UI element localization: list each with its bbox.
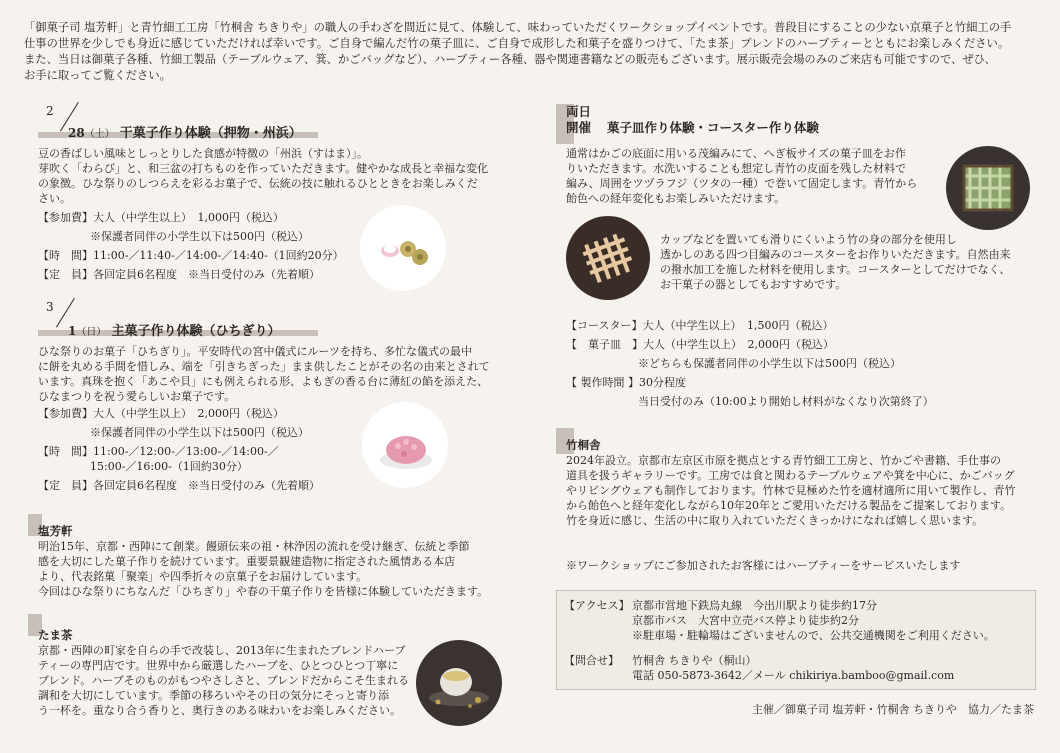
event2-desc — [38, 344, 508, 404]
desc-line: お干菓子の器としてもおすすめです。 — [660, 278, 847, 291]
event2-title: 主菓子作り体験（ひちぎり） — [111, 324, 281, 339]
event1-day: 28 — [68, 126, 85, 140]
access-info — [564, 598, 1030, 683]
desc-line: さい。 — [38, 192, 71, 205]
event2-header — [24, 300, 524, 340]
intro-line: 「御菓子司 塩芳軒」と青竹細工工房「竹桐舎 ちきりや」の職人の手わざを間近に見て、体験して、味わっていただくワークショップイベントです。普段目にすることの少ない京菓子と竹細工の手 — [24, 21, 1012, 34]
fee-label: 【参加費】 — [38, 211, 93, 224]
bamboo-coaster-photo — [566, 216, 650, 300]
herb-tea-note: ※ワークショップにご参加されたお客様にはハーブティーをサービスいたします — [566, 559, 961, 572]
bamboo-dish-photo — [946, 146, 1030, 230]
desc-line: 京都・西陣の町家を自らの手で改装し、2013年に生まれたブレンドハーブ — [38, 644, 406, 657]
fee-label: 【参加費】 — [38, 407, 93, 420]
desc-line: 調和を大切にしています。季節の移ろいやその日の気分にそっと寄り添 — [38, 689, 390, 702]
capacity-value: 各回定員6名程度 ※当日受付のみ（先着順） — [93, 479, 320, 492]
reception-note: 当日受付のみ（10:00より開始し材料がなくなり次第終了） — [638, 395, 934, 408]
intro-text — [24, 20, 1036, 84]
event3-title: 菓子皿作り体験・コースター作り体験 — [607, 120, 819, 135]
time-value-2: 15:00-／16:00-（1回約30分） — [90, 460, 248, 473]
desc-line: 道具を扱うギャラリーです。工房では食と関わるテーブルウェアや箕を中心に、かごバッグ — [566, 469, 1015, 482]
desc-line: 通常はかごの底面に用いる茂編みにて、へぎ板サイズの菓子皿をお作 — [566, 147, 906, 160]
event1-header — [24, 104, 524, 144]
time-label: 【時 間】 — [38, 249, 93, 262]
event1-month: 2 — [46, 104, 54, 118]
desc-line: います。真珠を抱く「あこや貝」にも例えられる形、よもぎの香る台に薄紅の餡を添えた、 — [38, 375, 489, 388]
event3-open: 開催 — [566, 120, 592, 135]
coaster-label: 【コースター】 — [566, 319, 643, 332]
access-line: 京都市営地下鉄烏丸線 今出川駅より徒歩約17分 — [632, 599, 877, 612]
fee-value: 大人（中学生以上） 2,000円（税込） — [93, 407, 284, 420]
desc-line: ブレンド。ハーブそのものがもつやさしさと、ブレンドだからこそ生まれる — [38, 674, 410, 687]
tamacha-desc — [38, 643, 418, 718]
fee-note: ※保護者同伴の小学生以下は500円（税込） — [90, 230, 309, 243]
contact-line: 竹桐舎 ちきりや（桐山） — [632, 654, 757, 667]
event1-title: 干菓子作り体験（押物・州浜） — [119, 126, 302, 141]
desc-line: 今回はひな祭りにちなんだ「ひちぎり」や春の干菓子作りを皆様に体験していただきます。 — [38, 585, 489, 598]
desc-line: 2024年設立。京都市左京区市原を拠点とする青竹細工工房と、竹かごや書籍、手仕事の — [566, 454, 1001, 467]
chikiriya-desc — [566, 453, 1036, 528]
event1-desc — [38, 146, 508, 206]
higashi-sweets-photo — [360, 205, 446, 291]
desc-line: ひな祭りのお菓子「ひちぎり」。平安時代の宮中儀式にルーツを持ち、多忙な儀式の最中 — [38, 345, 473, 358]
event2-details — [38, 406, 368, 493]
event1-details — [38, 210, 368, 282]
child-fee-note: ※どちらも保護者同伴の小学生以下は500円（税込） — [638, 357, 901, 370]
contact-label: 【問合せ】 — [564, 654, 619, 667]
time-label: 【時 間】 — [38, 445, 93, 458]
hichigiri-sweet-photo — [362, 402, 448, 488]
desc-line: より、代表銘菓「聚楽」や四季折々の京菓子をお届けしています。 — [38, 570, 368, 583]
desc-line: う一杯を。重なり合う香りと、奥行きのある味わいをお楽しみください。 — [38, 704, 401, 717]
desc-line: ひなまつりを祝う愛らしいお菓子です。 — [38, 390, 236, 403]
desc-line: 編み、周囲をツヅラフジ（ツタの一種）で巻いて固定します。青竹から — [566, 177, 918, 190]
time-value: 11:00-／12:00-／13:00-／14:00-／ — [93, 445, 279, 458]
time-value: 11:00-／11:40-／14:00-／14:40-（1回約20分） — [93, 249, 344, 262]
desc-line: 明治15年、京都・西陣にて創業。饅頭伝来の祖・林浄因の流れを受け継ぎ、伝統と季節 — [38, 540, 470, 553]
tamacha-title: たま茶 — [38, 628, 73, 642]
fee-value: 大人（中学生以上） 1,000円（税込） — [93, 211, 284, 224]
coaster-fee: 大人（中学生以上） 1,500円（税込） — [642, 319, 834, 332]
intro-line: また、当日は御菓子各種、竹細工製品（テーブルウェア、箕、かごバッグなど）、ハーブティー各種、器や関連書籍などの販売もございます。展示販売会場のみのご来店も可能ですので、ぜひ、 — [24, 53, 996, 66]
desc-line: の撥水加工を施した材料を使用します。コースターとしてだけでなく、 — [660, 263, 1011, 276]
access-line: 京都市バス 大宮中立売バス停より徒歩約2分 — [632, 614, 859, 627]
intro-line: お手に取ってご覧ください。 — [24, 69, 171, 82]
desc-line: 豆の香ばしい風味としっとりした食感が特徴の「州浜（すはま）」。 — [38, 147, 368, 160]
event3-desc-dish — [566, 146, 946, 206]
organizer-credit: 主催／御菓子司 塩芳軒・竹桐舎 ちきりや 協力／たま茶 — [752, 703, 1034, 716]
event3-header — [566, 104, 819, 136]
event1-weekday: （土） — [84, 129, 115, 140]
desc-line: に餅を丸める手間を惜しみ、端を「引きちぎった」まま供したことがその名の由来とされて — [38, 360, 490, 373]
fee-note: ※保護者同伴の小学生以下は500円（税込） — [90, 426, 309, 439]
access-line: ※駐車場・駐輪場はございませんので、公共交通機関をご利用ください。 — [632, 629, 995, 642]
desc-line: やリビングウェアも制作しております。竹林で見極めた竹を適材適所に用いて製作し、青竹 — [566, 484, 1016, 497]
event2-month: 3 — [46, 300, 54, 314]
dish-fee: 大人（中学生以上） 2,000円（税込） — [643, 338, 834, 351]
capacity-label: 【定 員】 — [38, 479, 93, 492]
desc-line: から飴色へと経年変化しながら10年20年とご愛用いただける製品をご提案しております。 — [566, 499, 1012, 512]
desc-line: 飴色への経年変化もお楽しみいただけます。 — [566, 192, 786, 205]
desc-line: 感を大切にした菓子作りを続けています。重要景観建造物に指定された風情ある本店 — [38, 555, 456, 568]
event2-day: 1 — [68, 324, 77, 338]
shiohoken-title: 塩芳軒 — [38, 524, 73, 538]
chikiriya-title: 竹桐舎 — [566, 438, 601, 452]
herb-tea-photo — [416, 640, 502, 726]
capacity-value: 各回定員6名程度 ※当日受付のみ（先着順） — [93, 268, 320, 281]
event2-weekday: （日） — [76, 327, 107, 338]
desc-line: 芽吹く「わらび」と、和三盆の打ちものを作っていただきます。健やかな成長と幸福な変化 — [38, 162, 489, 175]
desc-line: ティーの専門店です。世界中から厳選したハーブを、ひとつひとつ丁寧に — [38, 659, 399, 672]
shiohoken-desc — [38, 539, 508, 599]
intro-line: 仕事の世界を少しでも身近に感じていただければ幸いです。ご自身で編んだ竹の菓子皿に、ご自身で成形した和菓子を盛りつけて、「たま茶」ブレンドのハーブティーとともにお楽しみください。 — [24, 37, 1010, 50]
access-label: 【アクセス】 — [564, 599, 630, 612]
event3-both-days: 両日 — [566, 104, 592, 119]
desc-line: りいただきます。水洗いすることも想定し青竹の皮面を残した材料で — [566, 162, 907, 175]
dish-label: 【 菓子皿 】 — [566, 338, 643, 351]
contact-line: 電話 050-5873-3642／メール chikiriya.bamboo@gmail.com — [632, 669, 955, 682]
desc-line: 透かしのある四つ目編みのコースターをお作りいただきます。自然由来 — [660, 248, 1011, 261]
desc-line: カップなどを置いても滑りにくいよう竹の身の部分を使用し — [660, 233, 957, 246]
event3-details — [566, 318, 1006, 409]
duration-label: 【 製作時間 】 — [566, 376, 639, 389]
event3-desc-coaster — [660, 232, 1036, 292]
capacity-label: 【定 員】 — [38, 268, 93, 281]
duration-value: 30分程度 — [639, 376, 686, 389]
desc-line: の象徴。ひな祭りのしつらえを彩るお菓子で、伝統の技に触れるひとときをお楽しみくだ — [38, 177, 478, 190]
desc-line: 竹を身近に感じ、生活の中に取り入れていただくきっかけになれば嬉しく思います。 — [566, 514, 984, 527]
